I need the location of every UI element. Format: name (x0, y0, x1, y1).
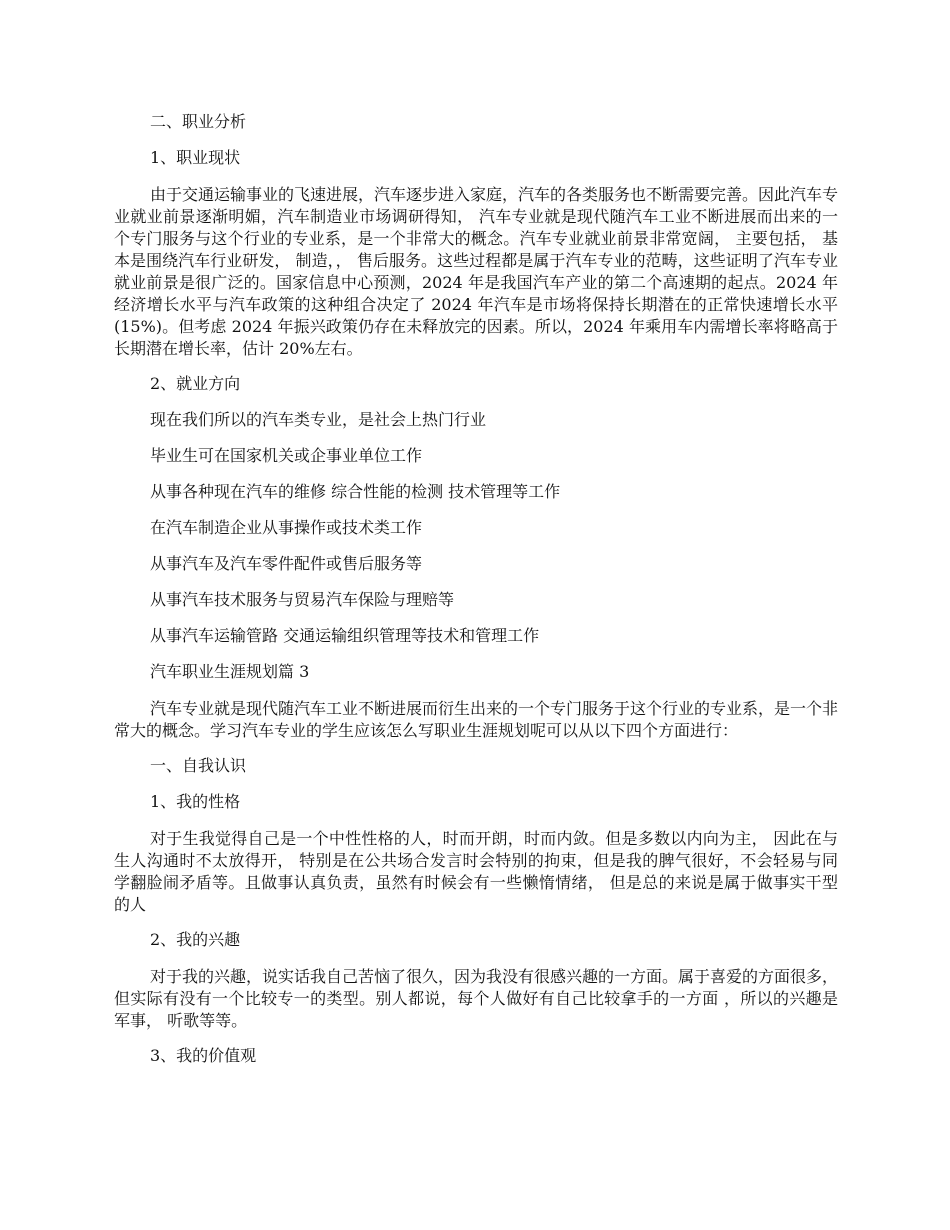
subsection-heading: 1、职业现状 (150, 148, 241, 167)
subsection-heading: 1、我的性格 (150, 792, 241, 811)
subsection-heading: 2、就业方向 (150, 374, 241, 393)
document-body (114, 110, 838, 1068)
body-paragraph: 汽车专业就是现代随汽车工业不断进展而衍生出来的一个专门服务于这个行业的专业系，是一个非常大的概念。学习汽车专业的学生应该怎么写职业生涯规划呢可以从以下四个方面进行： (114, 699, 839, 740)
list-line: 现在我们所以的汽车类专业，是社会上热门行业 (150, 410, 487, 429)
list-line: 从事汽车及汽车零件配件或售后服务等 (150, 554, 423, 573)
subsection-heading: 2、我的兴趣 (150, 930, 241, 949)
section-heading: 一、自我认识 (150, 756, 247, 775)
list-line: 在汽车制造企业从事操作或技术类工作 (150, 518, 423, 537)
list-line: 从事汽车运输管路 交通运输组织管理等技术和管理工作 (150, 626, 540, 645)
subsection-heading: 3、我的价值观 (150, 1046, 257, 1065)
section-heading: 二、职业分析 (150, 112, 247, 131)
body-paragraph: 对于生我觉得自己是一个中性性格的人，时而开朗，时而内敛。但是多数以内向为主， 因此在与生人沟通时不太放得开， 特别是在公共场合发言时会特别的拘束，但是我的脾气很好，不会轻易与同学翻脸闹矛盾等。且做事认真负责，虽然有时候会有一些懒惰情绪， 但是总的来说是属于做事实干型的人 (114, 829, 838, 914)
list-line: 从事汽车技术服务与贸易汽车保险与理赔等 (150, 590, 455, 609)
list-line: 毕业生可在国家机关或企事业单位工作 (150, 446, 423, 465)
list-line: 从事各种现在汽车的维修 综合性能的检测 技术管理等工作 (150, 482, 561, 501)
body-paragraph: 由于交通运输事业的飞速进展，汽车逐步进入家庭，汽车的各类服务也不断需要完善。因此汽车专业就业前景逐渐明媚，汽车制造业市场调研得知， 汽车专业就是现代随汽车工业不断进展而出来的一个专门服务与这个行业的专业系，是一个非常大的概念。汽车专业就业前景非常宽阔， 主要包括， 基本是围绕汽车行业研发， 制造，， 售后服务。这些过程都是属于汽车专业的范畴，这些证明了汽车专业就业前景是很广泛的。国家信息中心预测，2024 年是我国汽车产业的第二个高速期的起点。2024 年经济增长水平与汽车政策的这种组合决定了 2024 年汽车是市场将保持长期潜在的正常快速增长水平(15%)。但考虑 2024 年振兴政策仍存在未释放完的因素。所以，2024 年乘用车内需增长率将略高于长期潜在增长率，估计 20%左右。 (114, 185, 839, 358)
body-paragraph: 对于我的兴趣，说实话我自己苦恼了很久，因为我没有很感兴趣的一方面。属于喜爱的方面很多，但实际有没有一个比较专一的类型。别人都说，每个人做好有自己比较拿手的一方面 ，所以的兴趣是军事， 听歌等等。 (114, 967, 839, 1030)
chapter-title: 汽车职业生涯规划篇 3 (150, 662, 310, 681)
